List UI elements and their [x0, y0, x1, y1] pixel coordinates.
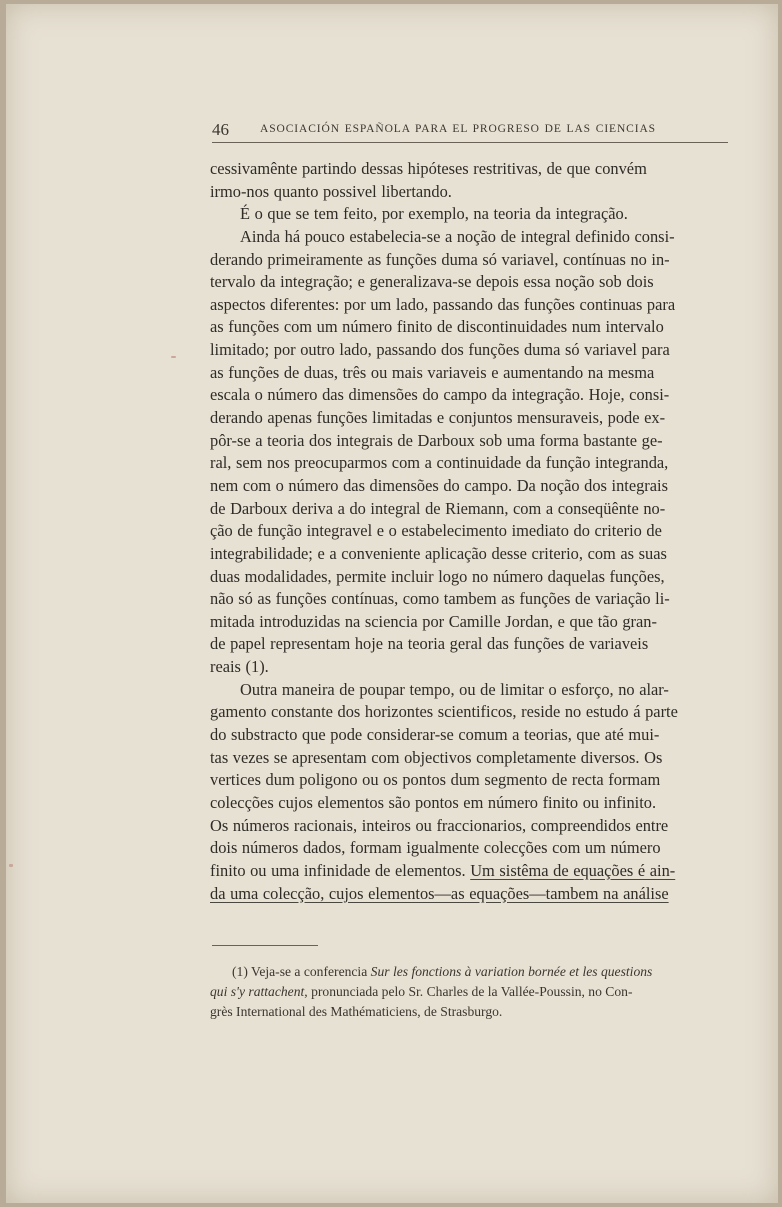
- text-line: derando apenas funções limitadas e conjuntos mensuraveis, pode ex-: [210, 408, 666, 428]
- running-title: ASOCIACIÓN ESPAÑOLA PARA EL PROGRESO DE LAS CIENCIAS: [260, 123, 656, 135]
- text-line: irmo-nos quanto possivel libertando.: [210, 181, 452, 201]
- text-line: derando primeiramente as funções duma só variavel, contínuas no in-: [210, 249, 670, 269]
- text-line: cessivamênte partindo dessas hipóteses restritivas, de que convém: [210, 159, 647, 178]
- text-line: Os números racionais, inteiros ou fraccionarios, compreendidos entre: [210, 815, 669, 835]
- text-line: nem com o número das dimensões do campo. Da noção dos integrais: [210, 475, 668, 495]
- text-line: de Darboux deriva a do integral de Riemann, com a conseqüênte no-: [210, 498, 666, 518]
- text-line: tas vezes se apresentam com objectivos completamente diversos. Os: [210, 747, 663, 767]
- text-line: [210, 860, 728, 883]
- text-line: escala o número das dimensões do campo da integração. Hoje, consi-: [210, 385, 670, 405]
- text-line: gamento constante dos horizontes scientificos, reside no estudo á parte: [210, 702, 678, 722]
- text-line: as funções com um número finito de discontinuidades num intervalo: [210, 317, 664, 337]
- text-line: limitado; por outro lado, passando dos funções duma só variavel para: [210, 340, 670, 360]
- text-line: mitada introduzidas na sciencia por Camille Jordan, e que tão gran-: [210, 611, 657, 631]
- text-line: reais (1).: [210, 657, 269, 677]
- page-number: 46: [212, 120, 229, 139]
- page-header: [212, 120, 728, 143]
- text-line: do substracto que pode considerar-se comum a teorias, que até mui-: [210, 725, 660, 745]
- text-line: duas modalidades, permite incluir logo no número daquelas funções,: [210, 566, 665, 586]
- text-line: colecções cujos elementos são pontos em número finito ou infinito.: [210, 792, 657, 812]
- text-line: Outra maneira de poupar tempo, ou de limitar o esforço, no alar-: [240, 679, 669, 699]
- body-text: [210, 158, 728, 905]
- text-line: Ainda há pouco estabelecia-se a noção de integral definido consi-: [240, 226, 675, 246]
- footnote-cited-title: qui s'y rattachent: [210, 984, 305, 999]
- footnote-marker: (1): [232, 964, 248, 979]
- margin-mark: [171, 356, 176, 358]
- text-line: integrabilidade; e a conveniente aplicação desse criterio, com as suas: [210, 543, 667, 563]
- footnote-text: , pronunciada pelo Sr. Charles de la Vallée-Poussin, no Con-: [304, 984, 633, 999]
- text-line: de papel representam hoje na teoria geral das funções de variaveis: [210, 634, 649, 654]
- text-line: tervalo da integração; e generalizava-se depois essa noção sob dois: [210, 272, 654, 292]
- text-line-start: finito ou uma infinidade de elementos.: [210, 860, 466, 880]
- text-line: vertices dum poligono ou os pontos dum segmento de recta formam: [210, 770, 661, 790]
- footnote-line: [210, 982, 728, 1002]
- text-line: não só as funções contínuas, como tambem as funções de variação li-: [210, 589, 670, 609]
- text-line: ral, sem nos preocuparmos com a continuidade da função integranda,: [210, 453, 669, 473]
- text-line: as funções de duas, três ou mais variaveis e aumentando na mesma: [210, 362, 655, 382]
- footnote-text: Veja-se a conferencia: [251, 964, 368, 979]
- footnote-line: [210, 962, 728, 982]
- text-line: ção de função integravel e o estabelecimento imediato do criterio de: [210, 521, 662, 541]
- underlined-text-line: da uma colecção, cujos elementos—as equações—tambem na análise: [210, 883, 669, 903]
- text-line: aspectos diferentes: por um lado, passando das funções continuas para: [210, 294, 676, 314]
- text-line: dois números dados, formam igualmente colecções com um número: [210, 838, 661, 858]
- text-line: pôr-se a teoria dos integrais de Darboux sob uma forma bastante ge-: [210, 430, 663, 450]
- footnote-line: grès International des Mathématiciens, de Strasburgo.: [210, 1004, 503, 1019]
- footnote: [210, 962, 728, 1022]
- footnote-divider: [212, 945, 318, 946]
- footnote-cited-title: Sur les fonctions à variation bornée et les questions: [370, 964, 653, 979]
- text-line: É o que se tem feito, por exemplo, na teoria da integração.: [240, 204, 628, 224]
- underlined-text: Um sistêma de equações é ain-: [470, 860, 676, 880]
- margin-mark: [9, 864, 13, 867]
